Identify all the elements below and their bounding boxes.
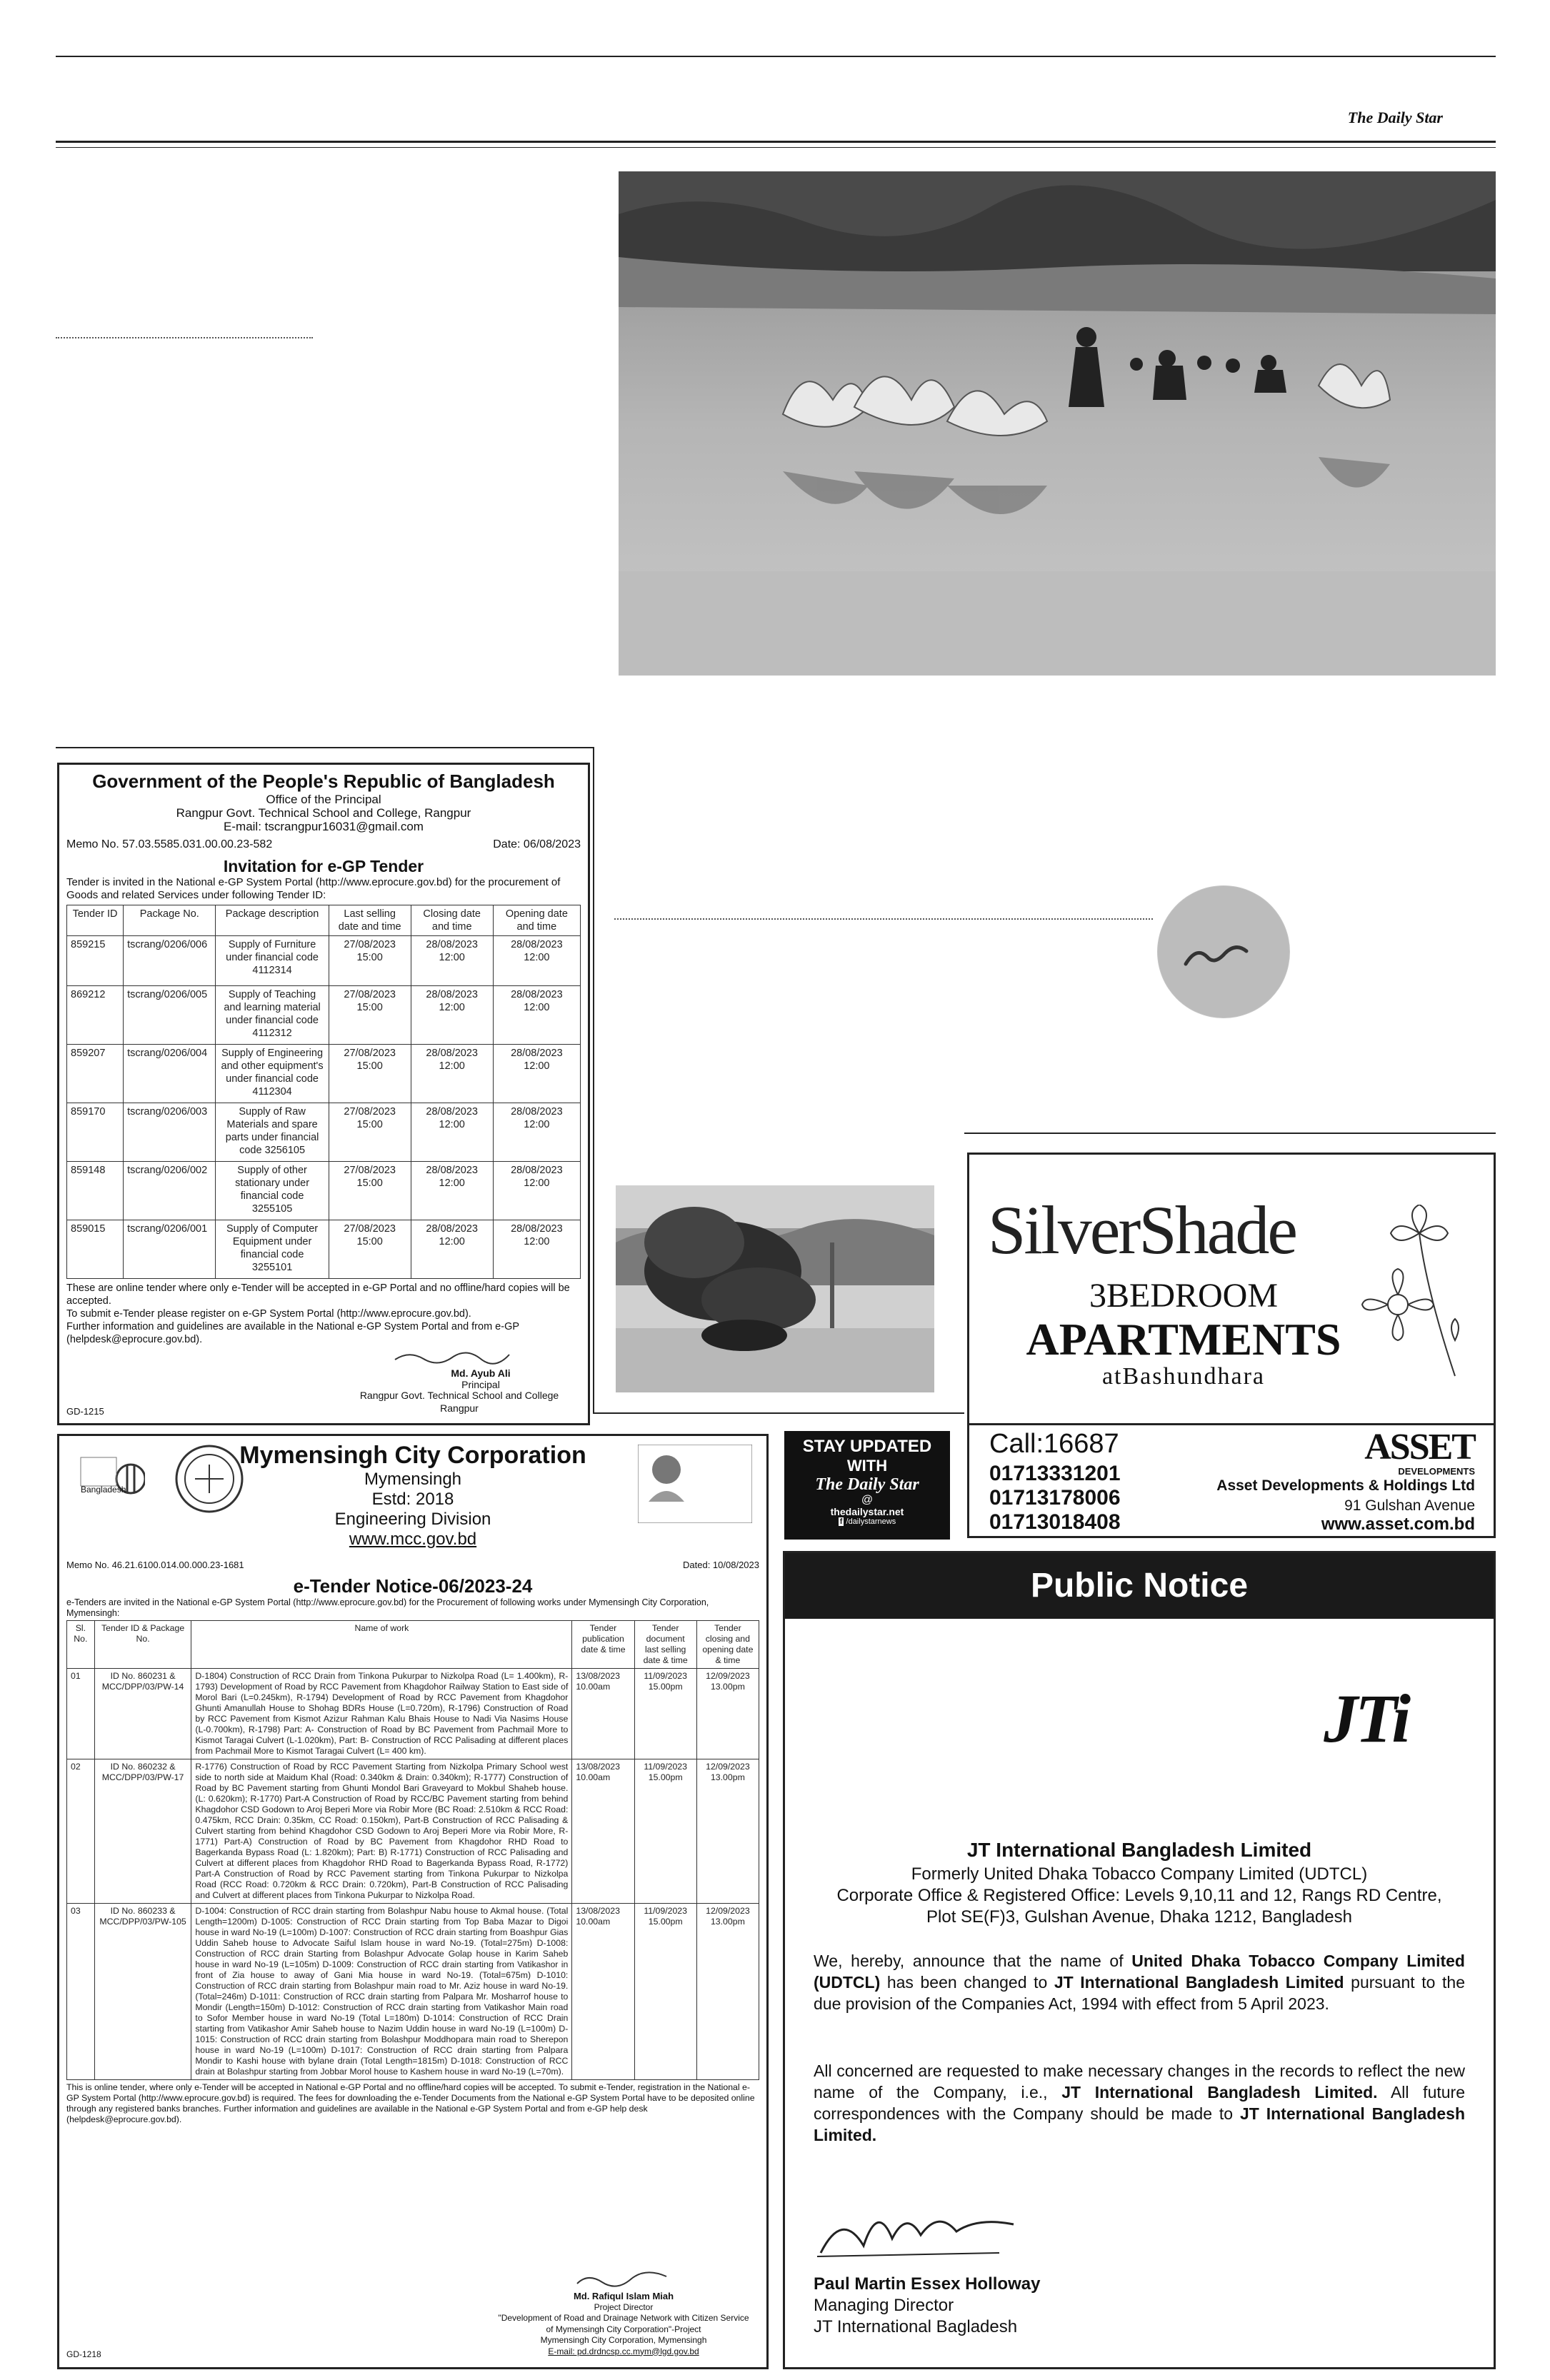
cell-opening: 28/08/2023 12:00 <box>493 1045 580 1103</box>
silvershade-brand: SilverShade <box>988 1192 1296 1268</box>
cell-tender-id: 859207 <box>67 1045 124 1103</box>
public-notice-header: Public Notice <box>785 1553 1494 1619</box>
cell-publication: 13/08/2023 10.00am <box>572 1759 634 1903</box>
mcc-intro: e-Tenders are invited in the National e-GP System Portal (http://www.eprocure.gov.bd) for the Procurement of following works under Mymensingh City Corporation, Mymensingh: <box>66 1597 709 1618</box>
stay-updated-social[interactable]: /dailystarnews <box>846 1517 896 1526</box>
public-notice-signer-org: JT International Bagladesh <box>814 2317 1018 2336</box>
photo-water-children-birds <box>619 171 1496 676</box>
mid-rule-bottom <box>593 1412 964 1414</box>
cell-package-no: tscrang/0206/003 <box>124 1103 216 1162</box>
table-row <box>67 1220 581 1279</box>
asset-logo-sub: DEVELOPMENTS <box>1398 1466 1475 1477</box>
gov-tender-intro: Tender is invited in the National e-GP System Portal (http://www.eprocure.gov.bd) for the procurement of Goods and related Services under following Tender ID: <box>66 876 561 901</box>
para2-b: JT International Bangladesh Limited. <box>1061 2083 1378 2102</box>
photo-water-scene <box>619 171 1496 676</box>
silvershade-line2: APARTMENTS <box>1026 1314 1341 1365</box>
divider-dotted-mid-1 <box>614 918 964 920</box>
para1-a: We, hereby, announce that the name of <box>814 1952 1132 1970</box>
silvershade-phone-2: 01713178006 <box>989 1486 1121 1510</box>
stay-updated-line2: WITH <box>846 1457 888 1475</box>
table-row <box>67 936 581 986</box>
public-notice-ad <box>783 1551 1496 2369</box>
cell-last-selling: 27/08/2023 15:00 <box>329 1220 411 1279</box>
portrait-sheikh-hasina-icon <box>638 1445 752 1523</box>
gov-tender-note-3: Further information and guidelines are available in the National e-GP System Portal and from e-GP (helpdesk@eprocure.gov.bd). <box>66 1321 519 1345</box>
cell-package-no: tscrang/0206/004 <box>124 1045 216 1103</box>
cell-package-desc: Supply of Teaching and learning material under financial code 4112312 <box>216 986 329 1045</box>
cell-last-selling: 27/08/2023 15:00 <box>329 986 411 1045</box>
gov-tender-memo: Memo No. 57.03.5585.031.00.00.23-582 <box>66 838 273 850</box>
cell-tender-id: 859170 <box>67 1103 124 1162</box>
jti-logo: JTi <box>1324 1680 1408 1757</box>
col-tender-id: Tender ID <box>67 905 124 936</box>
cell-tender-id: 869212 <box>67 986 124 1045</box>
public-notice-signer-name: Paul Martin Essex Holloway <box>814 2274 1041 2294</box>
asset-company: Asset Developments & Holdings Ltd <box>1216 1477 1475 1494</box>
stay-updated-paper: The Daily Star <box>815 1475 919 1494</box>
gov-tender-office: Office of the Principal <box>266 793 381 806</box>
table-row <box>67 1759 759 1903</box>
mcc-memo-row <box>66 1560 759 1571</box>
cell-tender-id: 859215 <box>67 936 124 986</box>
mcc-notes: This is online tender, where only e-Tender will be accepted in National e-GP Portal and no offline/hard copies will be accepted. To submit e-Tender, registration in the National e-GP System Portal (http://www.eprocure.gov.bd) is required. The fees for downloading the e-Tender Documents from the National e-GP System Portal have to be deposited online through any registered banks branches. Further information and guidelines are available in the National e-GP System Portal and from e-GP help desk (helpdesk@eprocure.gov.bd). <box>66 2082 755 2124</box>
cell-last-selling: 11/09/2023 15.00pm <box>634 1759 696 1903</box>
mid-rule-right <box>964 1133 1496 1134</box>
cell-tender-id: 859015 <box>67 1220 124 1279</box>
gov-tender-signer-org: Rangpur Govt. Technical School and College <box>359 1390 559 1401</box>
table-row <box>67 1903 759 2079</box>
cell-name-of-work: R-1776) Construction of Road by RCC Pavement Starting from Nizkolpa Primary School west side to north side at Maidum Khal (Road: 0.340km & Drain: 0.340km); R-1777) Construction of Road by BC Pavement starting from Ghunti Mondol Bari Graveyard to Mokbul Shaheb house. (L: 0.620km); R-1770) Part-A Construction of Road by RCC/BC Pavement starting from behind Khagdohor CSD Godown to Aroj Beperi More via Robir More (BC Road: 2.510km & RCC Road: 0.475km, RCC Drain: 0.35km, CC Road: 0.150km), Part-B Construction of RCC Palisading & Culvert starting from behind Khagdohor CSD Godown to Aroj Beperi More via Robir More, R-1771) Part-A) Construction of Road by BC Pavement from Khagdohor RHD Road to Bagerkanda Bypass Road (L: 1.820km); Part: B) R-1771) Construction of RCC Palisading and Culvert at different places from Khagdohor RHD Road to Bagerkanda Bypass Road, R-1772) Part-A Construction of Road by RCC Pavement starting from Tinkona Pukurpar to Nizkolpa Road (RCC Road: 0.720km & RCC Drain: 0.720km), Part-B Construction of RCC Palisading and Culvert at different places from Tinkona Pukurpar to Nizkolpa Road. <box>191 1759 572 1903</box>
silvershade-call: Call:16687 <box>989 1429 1119 1459</box>
cell-last-selling: 11/09/2023 15.00pm <box>634 1903 696 2079</box>
cell-last-selling: 27/08/2023 15:00 <box>329 1162 411 1220</box>
asset-logo: ASSET <box>1364 1427 1475 1467</box>
col-last-selling: Last selling date and time <box>329 905 411 936</box>
col-sl: Sl. No. <box>67 1620 95 1668</box>
public-notice-para-1 <box>814 1950 1465 2014</box>
stay-updated-line1: STAY UPDATED <box>802 1437 932 1456</box>
cell-sl: 03 <box>67 1903 95 2079</box>
mcc-signer-title: Project Director <box>594 2301 654 2312</box>
gov-tender-signature <box>388 1349 574 1390</box>
col-closing: Closing date and time <box>411 905 493 936</box>
cell-tender-id: 859148 <box>67 1162 124 1220</box>
signature-icon <box>388 1349 516 1365</box>
public-notice-formerly: Formerly United Dhaka Tobacco Company Limited (UDTCL) <box>911 1864 1368 1884</box>
mcc-title: Mymensingh City Corporation <box>239 1442 586 1469</box>
gov-tender-date: Date: 06/08/2023 <box>493 838 581 850</box>
mcc-tender-ad <box>57 1434 769 2369</box>
para2-a: All concerned are requested to make necessary changes in the records to reflect the new name of the Company, i.e., <box>814 2062 1465 2102</box>
mid-rule-left <box>56 747 593 748</box>
cell-last-selling: 27/08/2023 15:00 <box>329 936 411 986</box>
cell-sl: 01 <box>67 1668 95 1759</box>
table-row <box>67 1045 581 1103</box>
cell-name-of-work: D-1804) Construction of RCC Drain from Tinkona Pukurpar to Nizkolpa Road (L= 1.400km), R-1793) Development of Road by RCC Pavement from Khagdohor Railway Station to East side of Morol Bari (L=0.245km), R-1794) Development of Road by RCC Pavement from Khagdohor Ghunti Amanullah House to Shohag BDRs House (L=0.720m), R-1796) Construction of Road by RCC Pavement from Kismot Azizur Rahman Kalu Bhais House to Nadi Via Nasims House (L-0.700km), R-1798) Part: A- Construction of Road by BC Pavement from Pachmail More to Kismot Taragai Culvert (L-1.020km), Part: B- Construction of RCC Palisading at different places from Pachmail More to Kismot Taragai Culvert (L= 400 km). <box>191 1668 572 1759</box>
cell-closing: 28/08/2023 12:00 <box>411 986 493 1045</box>
gov-tender-institution: Rangpur Govt. Technical School and College, Rangpur <box>176 806 471 820</box>
worm-icon <box>1157 885 1290 1018</box>
mcc-signer-email: E-mail: pd.drdncsp.cc.mym@lgd.gov.bd <box>548 2346 699 2356</box>
col-opening: Opening date and time <box>493 905 580 936</box>
cell-last-selling: 27/08/2023 15:00 <box>329 1103 411 1162</box>
cell-package-no: tscrang/0206/006 <box>124 936 216 986</box>
cell-package-desc: Supply of Furniture under financial code 4112314 <box>216 936 329 986</box>
asset-address: 91 Gulshan Avenue <box>1344 1497 1475 1514</box>
stay-updated-site[interactable]: thedailystar.net <box>830 1506 904 1517</box>
mcc-signature-block <box>495 2269 752 2357</box>
para1-c: has been changed to <box>880 1973 1054 1992</box>
flower-icon <box>1348 1205 1491 1390</box>
col-closing-opening: Tender closing and opening date & time <box>696 1620 759 1668</box>
gov-tender-signer-name: Md. Ayub Ali <box>451 1367 511 1379</box>
gov-tender-memo-row <box>66 838 581 851</box>
col-publication: Tender publication date & time <box>572 1620 634 1668</box>
cell-closing: 28/08/2023 12:00 <box>411 936 493 986</box>
para2-d: JT International Bangladesh Limited. <box>814 2104 1465 2144</box>
gov-tender-signer-place: Rangpur <box>440 1402 479 1414</box>
photo-worm-circle <box>1157 885 1290 1018</box>
cell-tender-id: ID No. 860231 & MCC/DPP/03/PW-14 <box>94 1668 191 1759</box>
header-rule-1 <box>56 141 1496 143</box>
cell-package-no: tscrang/0206/001 <box>124 1220 216 1279</box>
mid-col-vrule <box>593 747 594 1412</box>
gov-tender-ad <box>57 763 590 1425</box>
gov-tender-signer-title: Principal <box>461 1378 500 1390</box>
silvershade-line3: atBashundhara <box>1101 1363 1266 1390</box>
gov-tender-email: E-mail: tscrangpur16031@gmail.com <box>224 820 424 833</box>
cell-closing: 28/08/2023 12:00 <box>411 1162 493 1220</box>
table-row <box>67 1103 581 1162</box>
top-rule <box>56 56 1496 57</box>
mcc-estd: Estd: 2018 <box>371 1490 454 1509</box>
mcc-city: Mymensingh <box>364 1470 462 1489</box>
cell-closing: 28/08/2023 12:00 <box>411 1103 493 1162</box>
mcc-dated: Dated: 10/08/2023 <box>683 1560 759 1570</box>
silvershade-phone-3: 01713018408 <box>989 1510 1121 1534</box>
silvershade-line1: 3BEDROOM <box>1089 1277 1279 1315</box>
divider-dotted-left <box>56 337 313 338</box>
mcc-emblem-icon <box>174 1443 245 1515</box>
signature-icon <box>814 2196 1028 2267</box>
public-notice-office-1: Corporate Office & Registered Office: Levels 9,10,11 and 12, Rangs RD Centre, <box>836 1886 1442 1905</box>
bangladesh-70-logo-icon <box>74 1443 145 1515</box>
public-notice-para-2 <box>814 2060 1465 2146</box>
mcc-signer-project: "Development of Road and Drainage Network with Citizen Service of Mymensingh City Corporation"-Project <box>498 2313 749 2334</box>
public-notice-office-2: Plot SE(F)3, Gulshan Avenue, Dhaka 1212, Bangladesh <box>926 1907 1352 1927</box>
para1-d: JT International Bangladesh Limited <box>1054 1973 1344 1992</box>
cell-opening: 28/08/2023 12:00 <box>493 986 580 1045</box>
cell-publication: 13/08/2023 10.00am <box>572 1668 634 1759</box>
stay-updated-social-row <box>784 1517 950 1526</box>
cell-package-desc: Supply of other stationary under financial code 3255105 <box>216 1162 329 1220</box>
cell-package-desc: Supply of Raw Materials and spare parts under financial code 3256105 <box>216 1103 329 1162</box>
facebook-icon: f <box>839 1517 843 1526</box>
cell-tender-id: ID No. 860233 & MCC/DPP/03/PW-105 <box>94 1903 191 2079</box>
cell-opening: 28/08/2023 12:00 <box>493 1103 580 1162</box>
gov-tender-table <box>66 905 581 1279</box>
stay-updated-ad <box>784 1431 950 1540</box>
table-row <box>67 1162 581 1220</box>
silvershade-phone-1: 01713331201 <box>989 1462 1121 1485</box>
cell-package-no: tscrang/0206/002 <box>124 1162 216 1220</box>
cell-last-selling: 27/08/2023 15:00 <box>329 1045 411 1103</box>
cell-package-desc: Supply of Engineering and other equipment's under financial code 4112304 <box>216 1045 329 1103</box>
asset-website[interactable]: www.asset.com.bd <box>1321 1515 1475 1534</box>
mcc-header-row <box>67 1620 759 1668</box>
masthead-paper-name: The Daily Star <box>1347 109 1443 126</box>
globe-icon: @ <box>861 1494 874 1506</box>
cell-closing: 28/08/2023 12:00 <box>411 1045 493 1103</box>
cell-closing: 28/08/2023 12:00 <box>411 1220 493 1279</box>
gov-tender-code: GD-1215 <box>66 1406 104 1417</box>
col-package-no: Package No. <box>124 905 216 936</box>
cell-opening: 28/08/2023 12:00 <box>493 936 580 986</box>
divider-dotted-mid-2 <box>966 918 1153 920</box>
table-row <box>67 986 581 1045</box>
mcc-signer-org: Mymensingh City Corporation, Mymensingh <box>540 2335 707 2345</box>
mcc-logo-text: Bangladesh <box>81 1485 126 1495</box>
cell-closing: 12/09/2023 13.00pm <box>696 1759 759 1903</box>
mcc-website[interactable]: www.mcc.gov.bd <box>349 1530 477 1549</box>
signature-icon <box>574 2269 674 2291</box>
cell-package-desc: Supply of Computer Equipment under financial code 3255101 <box>216 1220 329 1279</box>
silvershade-ad <box>967 1153 1496 1538</box>
public-notice-signer-title: Managing Director <box>814 2296 954 2315</box>
cell-opening: 28/08/2023 12:00 <box>493 1220 580 1279</box>
col-tender-id-package: Tender ID & Package No. <box>94 1620 191 1668</box>
col-name-of-work: Name of work <box>191 1620 572 1668</box>
mcc-tender-table <box>66 1620 759 2080</box>
gov-tender-header-row <box>67 905 581 936</box>
para2-c: All future correspondences with the Company should be made to <box>814 2083 1465 2123</box>
col-last-selling: Tender document last selling date & time <box>634 1620 696 1668</box>
cell-publication: 13/08/2023 10.00am <box>572 1903 634 2079</box>
public-notice-company: JT International Bangladesh Limited <box>966 1839 1312 1861</box>
cell-name-of-work: D-1004: Construction of RCC drain starting from Bolashpur Nabu house to Akmal house. (Total Length=1200m) D-1005: Construction of RCC Drain starting from Top Baba Mazar to Digoi house in ward No-19 (L=100m) D-1007: Construction of RCC drain starting from Boashpur Gias Uddin Saheb house to Advocate Saiful Islam house in ward No-19. (Total=275m) D-1008: Construction of RCC drain Starting from Bolashpur Advocate Golap house in Karim Saheb house in ward No-19 (L=105m) D-1009: Construction of RCC drain starting from Vatikashor in front of Zia house to away of Gani Mia house in ward No-19. (Total=675m) D-1010: Construction of RCC drain starting from Bolashpur main road to Mr. Aziz house in ward No-19. (Total=246m) D-1011: Construction of RCC drain starting from Palpara Mr. Mosharrof house to Mondir (Length=150m) D-1012: Construction of RCC drain starting from Vatikashor Main road to Sofor Member house in ward No-19 (Total L=180m) D-1014: Construction of RCC Drain starting from Vatikashor Amir Saheb house to Nazim Uddin house in ward No-19 (L=100m) D-1015: Construction of RCC drain starting from Bolashpur Moddhopara main road to Sherepon house in ward No-19 (L=100m) D-1017: Construction of RCC drain starting from Palpara Mondir to Kashi house with bylane drain (Total Length=1815m) D-1018: Construction of RCC drain at Bolashpur starting from Jobbar Morol house to Kashem house in ward No-19 (L=70m). <box>191 1903 572 2079</box>
cell-opening: 28/08/2023 12:00 <box>493 1162 580 1220</box>
gov-tender-note-1: These are online tender where only e-Tender will be accepted in e-GP Portal and no offline/hard copies will be accepted. <box>66 1282 570 1307</box>
cell-closing: 12/09/2023 13.00pm <box>696 1903 759 2079</box>
mcc-memo: Memo No. 46.21.6100.014.00.000.23-1681 <box>66 1560 244 1570</box>
cell-tender-id: ID No. 860232 & MCC/DPP/03/PW-17 <box>94 1759 191 1903</box>
mcc-code: GD-1218 <box>66 2349 101 2359</box>
cell-closing: 12/09/2023 13.00pm <box>696 1668 759 1759</box>
silvershade-divider <box>969 1423 1494 1425</box>
para1-e: pursuant to the due provision of the Companies Act, 1994 with effect from 5 April 2023. <box>814 1973 1465 2013</box>
mcc-heading: e-Tender Notice-06/2023-24 <box>293 1575 533 1597</box>
header-rule-2 <box>56 147 1496 148</box>
mcc-division: Engineering Division <box>334 1510 491 1529</box>
gov-tender-title: Government of the People's Republic of Bangladesh <box>92 770 555 792</box>
gov-tender-note-2: To submit e-Tender please register on e-GP System Portal (http://www.eprocure.gov.bd). <box>66 1308 471 1320</box>
cell-last-selling: 11/09/2023 15.00pm <box>634 1668 696 1759</box>
gov-tender-heading: Invitation for e-GP Tender <box>223 857 424 875</box>
col-package-desc: Package description <box>216 905 329 936</box>
cell-sl: 02 <box>67 1759 95 1903</box>
para1-b: United Dhaka Tobacco Company Limited (UDTCL) <box>814 1952 1465 1992</box>
table-row <box>67 1668 759 1759</box>
photo-smoke-scene <box>616 1185 934 1392</box>
mcc-signer-name: Md. Rafiqul Islam Miah <box>573 2291 674 2301</box>
cell-package-no: tscrang/0206/005 <box>124 986 216 1045</box>
photo-burning-vehicle <box>616 1185 934 1392</box>
